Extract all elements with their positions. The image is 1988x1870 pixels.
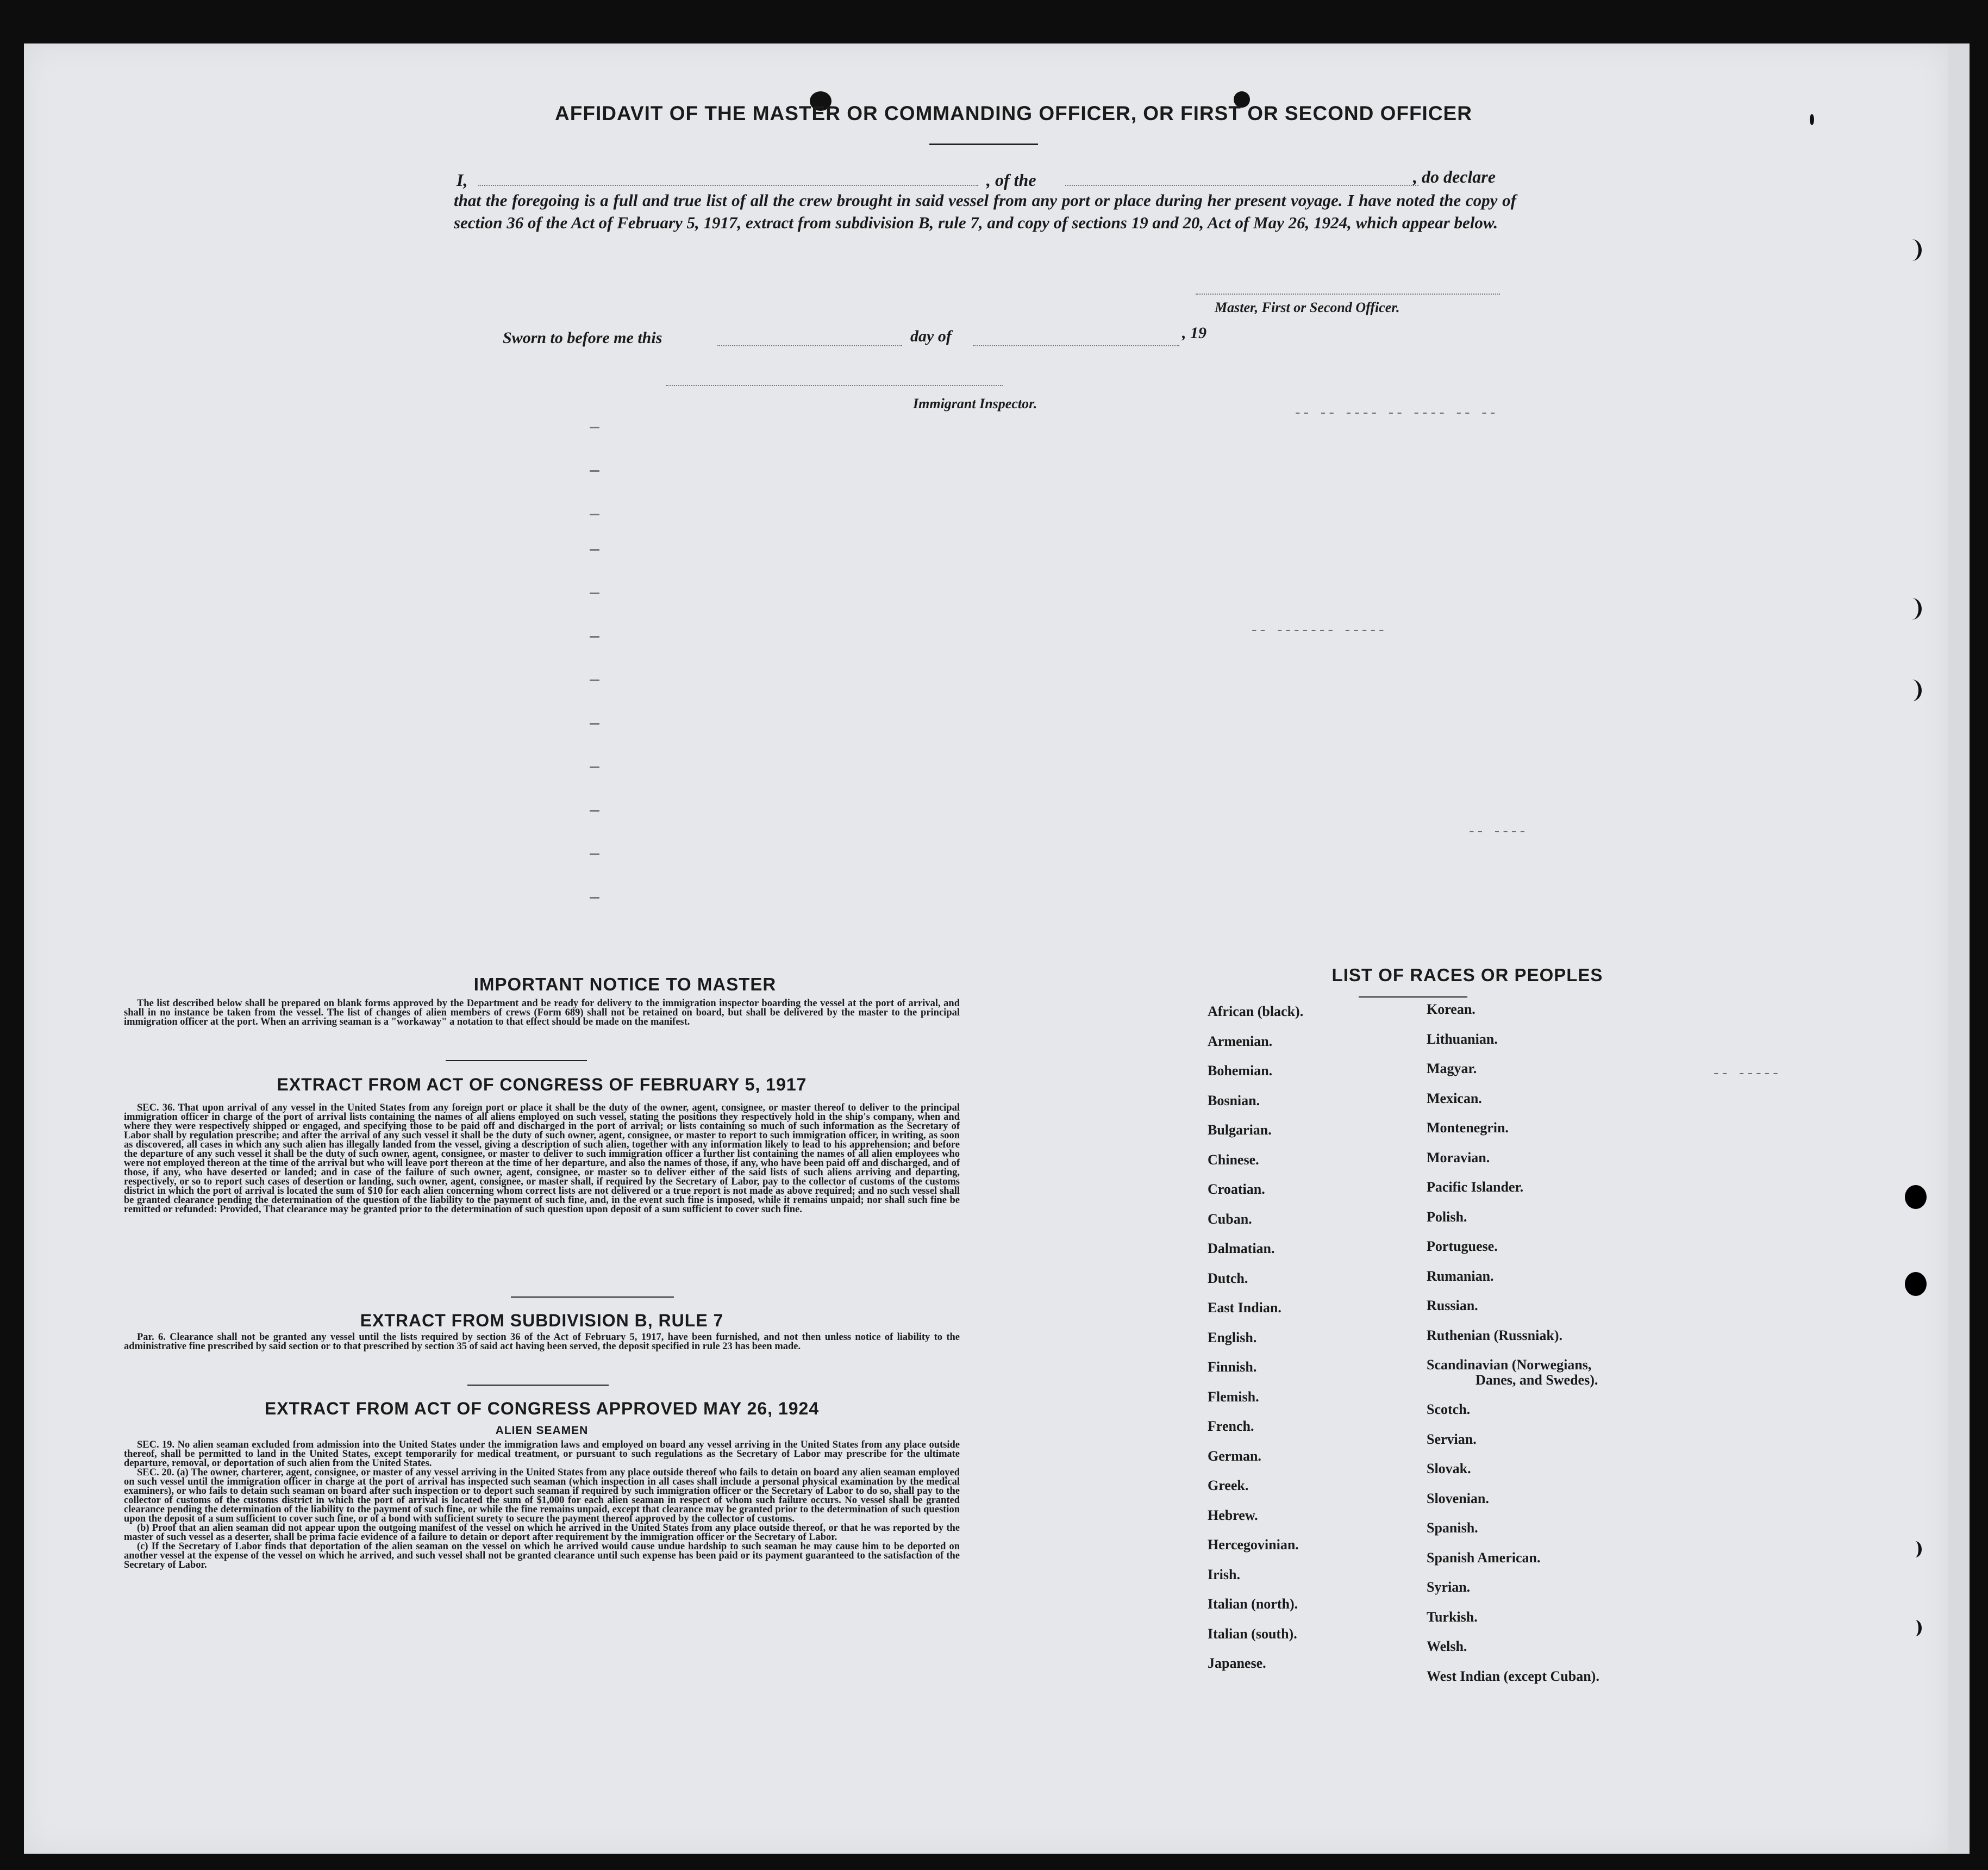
punch-hole (1909, 1620, 1922, 1636)
notice-body (124, 999, 960, 1027)
notice-paragraph: The list described below shall be prepared on blank forms approved by the Department and be ready for delivery to the immigration inspector boarding the vessel at the port of arrival, and shall in no instance be taken from the vessel. The list of changes of alien members of crews (Form 689) shall not be retained on board, but shall be delivered by the master to the principal immigration officer at the port. When an arriving seaman is a "workaway" a notation to that effect should be made on the manifest. (124, 998, 960, 1027)
name-blank (478, 185, 978, 186)
bleed-through-text: -- -- ---- -- ---- -- -- (1293, 405, 1497, 421)
section-19-text: SEC. 19. No alien seaman excluded from admission into the United States under the immigration laws and employed on board any vessel arriving in the United States from any place outside thereof, shall be permitted to land in the United States, except temporarily for medical treatment, or pursuant to such regulations as the Secretary of Labor may prescribe for the ultimate departure, removal, or deportation of such alien from the United States. (124, 1439, 960, 1469)
race-item: Spanish. (1427, 1520, 1478, 1536)
margin-mark (590, 680, 599, 681)
section-divider (446, 1060, 587, 1061)
extract-1924-title: EXTRACT FROM ACT OF CONGRESS APPROVED MAY 26, 1924 (264, 1399, 820, 1418)
margin-mark (590, 427, 599, 428)
sworn-month-blank (973, 345, 1179, 346)
margin-mark (590, 723, 599, 725)
race-item: Armenian. (1208, 1033, 1273, 1049)
race-item: Hebrew. (1208, 1507, 1258, 1523)
race-item: Japanese. (1208, 1655, 1266, 1671)
race-item: Servian. (1427, 1431, 1477, 1447)
section-divider (511, 1296, 674, 1298)
race-item: Scotch. (1427, 1401, 1471, 1417)
vessel-blank (1065, 185, 1418, 186)
bleed-through-text: -- ----- (1712, 1065, 1780, 1082)
section-20b-text: (b) Proof that an alien seaman did not appear upon the outgoing manifest of the vessel on which he arrived in the United States from any place outside thereof, or that he was reported by the master of such vessel as a deserter, shall be prima facie evidence of a failure to detain or deport after requirement by the immigration officer or the Secretary of Labor. (124, 1523, 960, 1543)
race-item: Slovenian. (1427, 1490, 1489, 1506)
day-of-label: day of (910, 327, 952, 345)
document-page (24, 43, 1948, 1854)
declarant-prefix: I, (457, 170, 468, 190)
race-item: Cuban. (1208, 1211, 1252, 1227)
rule7-title: EXTRACT FROM SUBDIVISION B, RULE 7 (360, 1311, 724, 1330)
margin-mark (590, 514, 599, 515)
notice-title: IMPORTANT NOTICE TO MASTER (473, 974, 777, 994)
race-item: Bulgarian. (1208, 1122, 1272, 1138)
race-item: Montenegrin. (1427, 1120, 1509, 1136)
title-underline (929, 144, 1038, 145)
race-item: French. (1208, 1418, 1254, 1434)
race-item: Magyar. (1427, 1061, 1477, 1076)
race-item: East Indian. (1208, 1300, 1281, 1316)
race-item: West Indian (except Cuban). (1427, 1668, 1599, 1684)
do-declare-label: , do declare (1413, 167, 1496, 186)
race-item: Scandinavian (Norwegians, (1427, 1357, 1592, 1373)
affidavit-title: AFFIDAVIT OF THE MASTER OR COMMANDING OFFICER, OR FIRST OR SECOND OFFICER (555, 102, 1472, 124)
year-label: , 19 (1182, 324, 1206, 342)
race-item: Chinese. (1208, 1151, 1259, 1168)
punch-hole (1905, 1272, 1927, 1296)
declaration-text: that the foregoing is a full and true list of all the crew brought in said vessel from any port or place during her present voyage. I have noted the copy of section 36 of the Act of February 5, 1917, extract from subdivision B, rule 7, and copy of sections 19 and 20, Act of May 26, 1924, which appear below. (454, 191, 1516, 232)
race-item: German. (1208, 1448, 1261, 1464)
race-item: African (black). (1208, 1003, 1304, 1019)
races-left-column (1208, 1003, 1303, 1685)
race-item: Bosnian. (1208, 1092, 1260, 1108)
race-item: English. (1208, 1329, 1257, 1345)
margin-mark (590, 636, 599, 638)
margin-mark (590, 593, 599, 594)
extract-1917-title: EXTRACT FROM ACT OF CONGRESS OF FEBRUARY 5, 1917 (277, 1075, 807, 1094)
signature-line (1196, 294, 1500, 295)
punch-hole (1905, 1185, 1927, 1209)
race-item: Korean. (1427, 1001, 1476, 1017)
bleed-through-text: -- ---- (1467, 824, 1527, 840)
page-edge (1948, 43, 1970, 1854)
race-item: Portuguese. (1427, 1238, 1498, 1254)
races-title: LIST OF RACES OR PEOPLES (1331, 965, 1603, 985)
sworn-day-blank (717, 345, 902, 346)
punch-hole (1902, 239, 1922, 261)
race-item: Lithuanian. (1427, 1031, 1498, 1047)
race-item: Italian (south). (1208, 1625, 1297, 1642)
signature-label: Master, First or Second Officer. (1215, 300, 1400, 315)
rule7-paragraph: Par. 6. Clearance shall not be granted any vessel until the lists required by section 36 of the Act of February 5, 1917, have been furnished, and not then unless notice of liability to the administrative fine prescribed by said section or to that prescribed by section 35 of said act having been served, the deposit specified in rule 23 has been made. (124, 1332, 960, 1352)
race-item: Russian. (1427, 1298, 1478, 1313)
race-item: Greek. (1208, 1478, 1249, 1493)
race-item: Moravian. (1427, 1149, 1490, 1165)
race-item: Polish. (1427, 1208, 1467, 1225)
bleed-through-text: -- ------- ----- (1250, 622, 1386, 639)
race-item: Welsh. (1427, 1638, 1467, 1654)
race-item: Flemish. (1208, 1388, 1259, 1405)
race-item: Slovak. (1427, 1461, 1471, 1476)
inspector-signature-line (666, 385, 1003, 386)
section-36-text: SEC. 36. That upon arrival of any vessel in the United States from any foreign port or place it shall be the duty of the owner, agent, consignee, or master thereof to deliver to the principal immigration officer in charge of the port of arrival lists containing the names of all aliens employed on such vessel, stating the positions they respectively hold in the ship's company, when and where they were respectively shipped or engaged, and specifying those to be paid off and discharged in the port of arrival; or lists containing so much of such information as the Secretary of Labor shall by regulation prescribe; and after the arrival of any such vessel it shall be the duty of such owner, agent, consignee, or master to report to such immigration officer, in writing, as soon as discovered, all cases in which any such alien has illegally landed from the vessel, giving a description of such alien, together with any information likely to lead to his apprehension; and before the departure of any such vessel it shall be the duty of such owner, agent, consignee, or master to deliver to such immigration officer a further list containing the names of all alien employees who were not employed thereon at the time of the arrival but who will leave port thereon at the time of her departure, and also the names of those, if any, who have been paid off and discharged, and of those, if any, who have deserted or landed; and in case of the failure of such owner, agent, consignee, or master so to deliver either of the said lists of such aliens arriving and departing, respectively, or so to report such cases of desertion or landing, such owner, agent, consignee, or master shall, if required by the Secretary of Labor, pay to the collector of customs of the customs district in which the port of arrival is located the sum of $10 for each alien concerning whom correct lists are not delivered or a true report is not made as above required; and no such vessel shall be granted clearance pending the determination of the question of the liability to the payment of such fine, and, in the event such fine is imposed, while it remains unpaid; nor shall such fine be remitted or refunded: Provided, That clearance may be granted prior to the determination of such question upon deposit of a sum sufficient to cover such fine. (124, 1102, 960, 1215)
punch-hole (1902, 680, 1922, 701)
race-item: Ruthenian (Russniak). (1427, 1327, 1562, 1343)
margin-mark (590, 470, 599, 472)
race-item: Bohemian. (1208, 1063, 1273, 1079)
inspector-label: Immigrant Inspector. (913, 396, 1037, 412)
race-item: Croatian. (1208, 1181, 1265, 1197)
margin-mark (590, 810, 599, 812)
sworn-label: Sworn to before me this (503, 329, 662, 347)
rule7-body (124, 1333, 960, 1351)
race-item: Rumanian. (1427, 1268, 1494, 1284)
of-the-label: , of the (986, 170, 1036, 190)
race-item: Spanish American. (1427, 1549, 1541, 1566)
race-item: Dalmatian. (1208, 1241, 1275, 1256)
race-item: Pacific Islander. (1427, 1179, 1524, 1195)
margin-mark (590, 853, 599, 855)
race-item: Italian (north). (1208, 1596, 1298, 1612)
extract-1924-body (124, 1441, 960, 1570)
punch-hole (1902, 598, 1922, 620)
race-item: Turkish. (1427, 1609, 1478, 1625)
margin-mark (590, 766, 599, 768)
section-divider (467, 1385, 609, 1386)
race-item: Finnish. (1208, 1359, 1257, 1375)
margin-mark (590, 549, 599, 551)
race-item: Dutch. (1208, 1270, 1248, 1286)
extract-1917-body (124, 1104, 960, 1214)
race-item: Danes, and Swedes). (1476, 1372, 1598, 1388)
margin-mark (590, 897, 599, 899)
section-20a-text: SEC. 20. (a) The owner, charterer, agent, consignee, or master of any vessel arriving in the United States from any place outside thereof who fails to detain on board any alien seaman employed on such vessel until the immigration officer in charge at the port of arrival has inspected such seaman (which inspection in all cases shall include a personal physical examination by the medical examiners), or who fails to detain such seaman on board after such inspection or to deport such seaman if required by such immigration officer or the Secretary of Labor to do so, shall pay to the collector of customs of the customs district in which the port of arrival is located the sum of $1,000 for each alien seaman in respect of whom such failure occurs. No vessel shall be granted clearance pending the determination of the liability to the payment of such fine, or while the fine remains unpaid, except that clearance may be granted prior to the determination of such question upon the deposit of a sum sufficient to cover such fine, or of a bond with sufficient surety to secure the payment thereof approved by the collector of customs. (124, 1467, 960, 1524)
alien-seamen-subtitle: ALIEN SEAMEN (495, 1424, 589, 1437)
section-20c-text: (c) If the Secretary of Labor finds that deportation of the alien seaman on the vessel on which he arrived would cause undue hardship to such seaman he may cause him to be deported on another vessel at the expense of the vessel on which he arrived, and such vessel shall not be granted clearance until such expense has been paid or its payment guaranteed to the satisfaction of the Secretary of Labor. (124, 1541, 960, 1570)
race-item: Irish. (1208, 1566, 1240, 1582)
punch-hole (1909, 1541, 1922, 1557)
races-title-underline (1359, 996, 1467, 998)
races-right-column (1427, 1001, 1599, 1698)
race-item: Hercegovinian. (1208, 1537, 1299, 1553)
race-item: Mexican. (1427, 1090, 1482, 1106)
race-item: Syrian. (1427, 1579, 1471, 1595)
